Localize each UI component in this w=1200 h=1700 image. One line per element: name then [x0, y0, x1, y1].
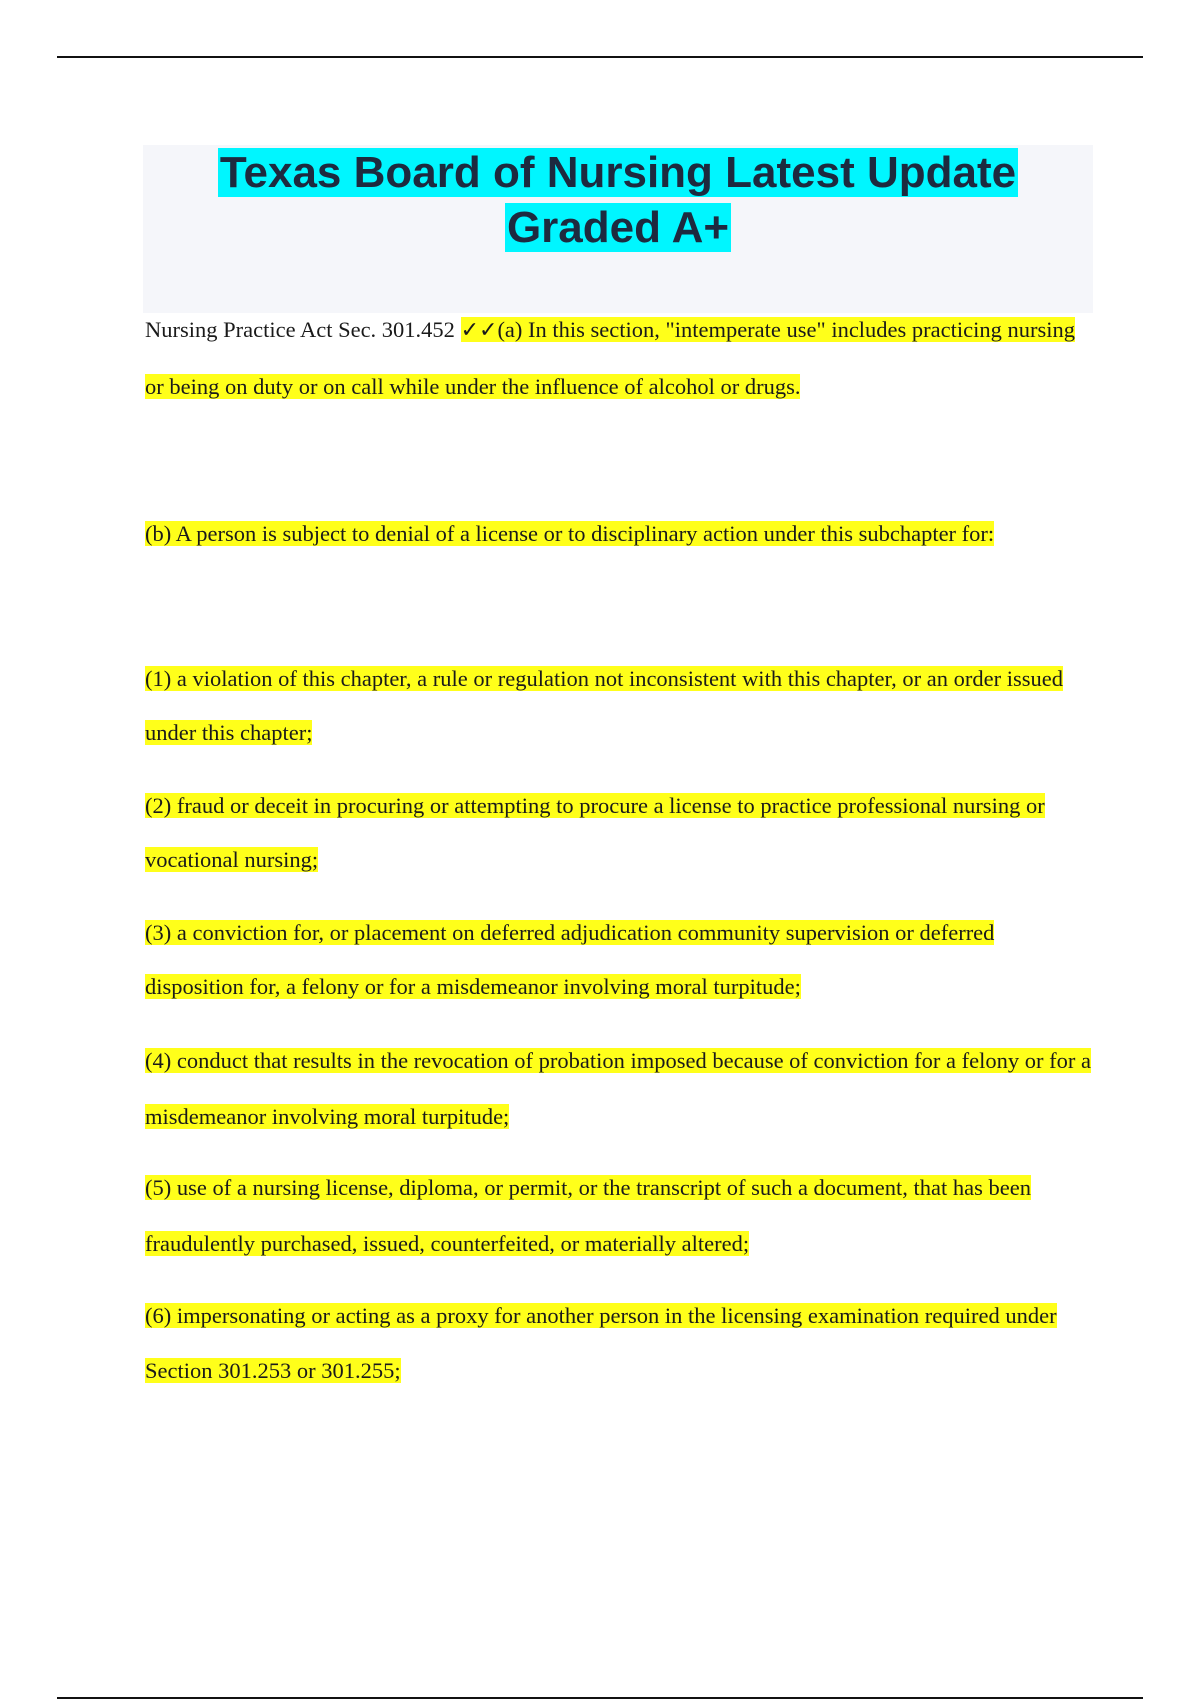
paragraph-text: (5) use of a nursing license, diploma, or permit, or the transcript of such a document, that has been fraudulently purchased, issued, counterfeited, or materially altered; — [145, 1175, 1031, 1256]
footer-rule — [57, 1697, 1143, 1699]
paragraph-b — [145, 506, 1095, 562]
paragraph-text: (6) impersonating or acting as a proxy for another person in the licensing examination required under Section 301.253 or 301.255; — [145, 1303, 1057, 1383]
header-rule — [57, 56, 1143, 58]
document-title: Texas Board of Nursing Latest Update Graded A+ — [219, 148, 1017, 252]
paragraph-2 — [145, 779, 1095, 887]
paragraph-text: (4) conduct that results in the revocation of probation imposed because of conviction for a felony or for a misdemeanor involving moral turpitude; — [145, 1048, 1091, 1129]
paragraph-3 — [145, 906, 1095, 1014]
paragraph-5 — [145, 1160, 1095, 1272]
paragraph-text: (b) A person is subject to denial of a license or to disciplinary action under this subchapter for: — [145, 521, 995, 546]
intro-paragraph — [145, 302, 1095, 415]
paragraph-text: (2) fraud or deceit in procuring or attempting to procure a license to practice professional nursing or vocational nursing; — [145, 793, 1045, 872]
checkmark-icon: ✓✓ — [460, 318, 498, 343]
paragraph-4 — [145, 1033, 1095, 1145]
paragraph-6 — [145, 1288, 1095, 1398]
paragraph-text: (1) a violation of this chapter, a rule or regulation not inconsistent with this chapter, or an order issued under this chapter; — [145, 666, 1063, 745]
paragraph-text: (3) a conviction for, or placement on deferred adjudication community supervision or deferred disposition for, a felony or for a misdemeanor involving moral turpitude; — [145, 920, 995, 999]
question-text: Nursing Practice Act Sec. 301.452 — [145, 317, 455, 342]
title-block — [143, 145, 1093, 313]
paragraph-1 — [145, 652, 1095, 760]
answer-text: (a) In this section, "intemperate use" includes practicing nursing or being on duty or on call while under the influence of alcohol or drugs. — [145, 317, 1076, 399]
